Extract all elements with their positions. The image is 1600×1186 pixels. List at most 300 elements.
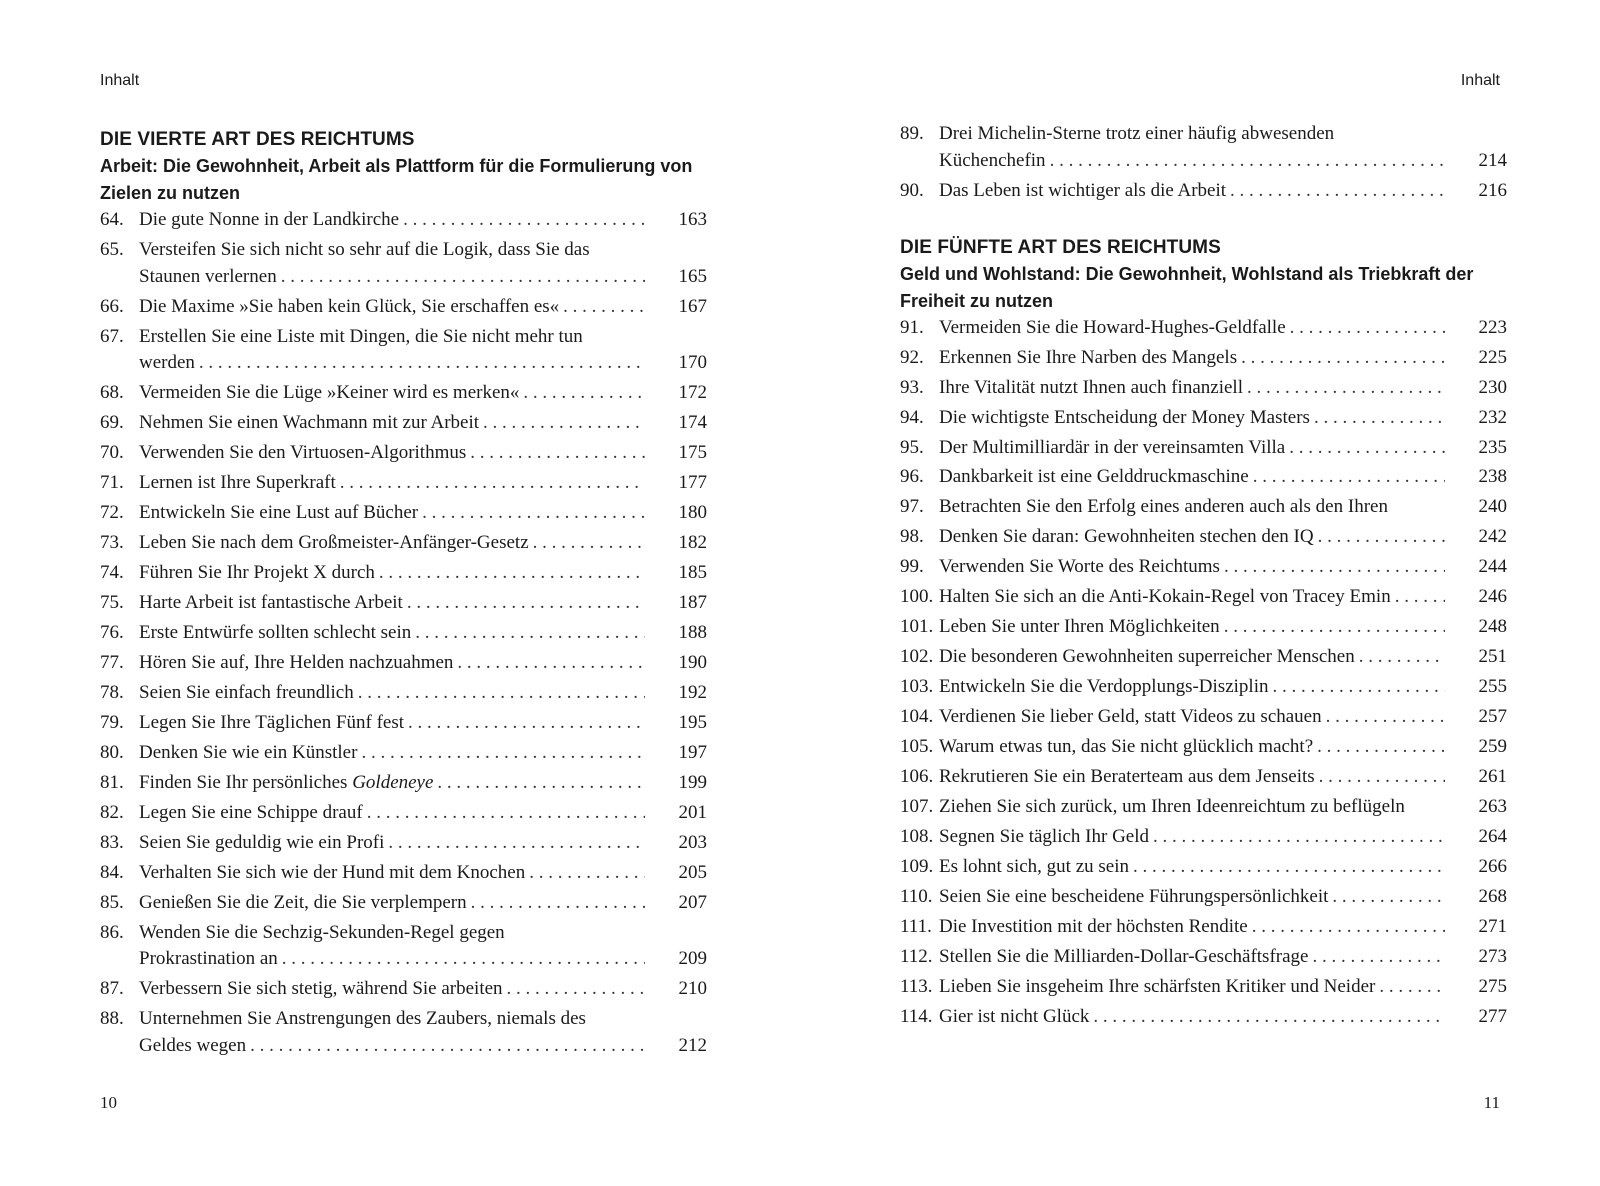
entry-number: 94. <box>900 406 924 428</box>
toc-entry <box>900 524 1507 554</box>
entry-number: 95. <box>900 436 924 458</box>
entry-number: 79. <box>100 711 124 733</box>
dot-leader <box>1328 884 1445 911</box>
toc-entry <box>100 830 707 860</box>
entry-text-part: Entwickeln Sie die Verdopplungs-Disziplin <box>939 676 1269 698</box>
entry-title <box>139 560 645 587</box>
entry-title <box>139 800 645 827</box>
entry-title-line <box>139 710 645 737</box>
entry-page-number: 257 <box>1478 706 1507 728</box>
dot-leader <box>529 530 645 557</box>
entry-number: 113. <box>900 976 933 998</box>
entry-number: 66. <box>100 295 124 317</box>
toc-entry <box>100 770 707 800</box>
dot-leader <box>1322 704 1445 731</box>
entry-title <box>939 554 1445 581</box>
entry-text <box>939 794 1405 821</box>
entry-title <box>939 464 1445 491</box>
entry-title-line <box>939 435 1445 462</box>
entry-text-part: Die besonderen Gewohnheiten superreicher Menschen <box>939 646 1355 668</box>
entry-title-line <box>139 1033 645 1060</box>
entry-number: 104. <box>900 706 934 728</box>
entry-number: 65. <box>100 238 124 260</box>
entry-text-part: Leben Sie unter Ihren Möglichkeiten <box>939 616 1220 638</box>
entry-title-line <box>139 976 645 1003</box>
entry-text <box>939 1004 1089 1031</box>
toc-entry <box>100 380 707 410</box>
dot-leader <box>1308 944 1445 971</box>
entry-text-part: Warum etwas tun, das Sie nicht glücklich macht? <box>939 736 1314 758</box>
entry-number: 80. <box>100 741 124 763</box>
entry-title-line <box>139 800 645 827</box>
entry-text-part: Der Multimilliardär in der vereinsamten Villa <box>939 436 1286 458</box>
dot-leader <box>1248 914 1445 941</box>
entry-text <box>939 704 1322 731</box>
entry-number: 111. <box>900 916 932 938</box>
entry-title <box>139 860 645 887</box>
entry-title <box>139 770 645 797</box>
entry-number: 76. <box>100 622 124 643</box>
entry-text-part: Leben Sie nach dem Großmeister-Anfänger-Gesetz <box>139 532 529 554</box>
entry-text-part: Führen Sie Ihr Projekt X durch <box>139 562 375 584</box>
entry-title <box>939 764 1445 791</box>
toc-list <box>900 121 1507 208</box>
entry-title <box>139 710 645 737</box>
entry-text-part: Verdienen Sie lieber Geld, statt Videos zu schauen <box>939 706 1322 728</box>
dot-leader <box>479 410 645 437</box>
entry-number: 99. <box>900 556 924 578</box>
toc-entry <box>100 590 707 620</box>
entry-title-line <box>139 500 645 527</box>
toc-entry <box>100 1006 707 1063</box>
entry-title-line <box>139 470 645 497</box>
entry-page-number: 214 <box>1478 149 1507 171</box>
entry-title <box>139 294 645 321</box>
dot-leader <box>246 1033 645 1060</box>
toc-entry <box>900 794 1507 824</box>
dot-leader <box>195 350 645 377</box>
entry-text <box>139 800 363 827</box>
entry-title <box>139 207 645 234</box>
entry-page-number: 175 <box>678 442 707 464</box>
entry-text <box>939 524 1314 551</box>
entry-page-number: 248 <box>1478 616 1507 638</box>
entry-text-part: Genießen Sie die Zeit, die Sie verplempern <box>139 891 467 913</box>
toc-entry <box>900 644 1507 674</box>
toc-entry <box>900 554 1507 584</box>
entry-text-part: Legen Sie Ihre Täglichen Fünf fest <box>139 711 405 733</box>
toc-entry <box>100 800 707 830</box>
running-head: Inhalt <box>100 72 140 89</box>
toc-entry <box>100 410 707 440</box>
entry-text <box>939 944 1308 971</box>
entry-text-part: Gier ist nicht Glück <box>939 1006 1090 1028</box>
toc-entry <box>100 440 707 470</box>
dot-leader <box>336 470 645 497</box>
toc-entry <box>900 704 1507 734</box>
dot-leader <box>278 946 645 973</box>
entry-number: 83. <box>100 831 124 853</box>
entry-title <box>939 734 1445 761</box>
entry-page-number: 232 <box>1478 406 1507 428</box>
entry-title <box>939 944 1445 971</box>
toc-list <box>100 207 707 1063</box>
toc-entry <box>100 560 707 590</box>
entry-title-line <box>139 890 645 917</box>
toc-entry <box>900 494 1507 524</box>
dot-leader <box>1268 674 1445 701</box>
toc-entry <box>100 324 707 381</box>
entry-text <box>139 1033 246 1060</box>
entry-title-line <box>939 764 1445 791</box>
entry-page-number: 273 <box>1478 946 1507 968</box>
entry-number: 103. <box>900 676 934 698</box>
entry-text <box>139 976 503 1003</box>
toc-list <box>900 315 1507 1035</box>
entry-title <box>139 680 645 707</box>
entry-number: 86. <box>100 921 124 943</box>
dot-leader <box>1286 315 1445 342</box>
entry-number: 70. <box>100 442 124 464</box>
entry-text <box>139 770 433 797</box>
entry-title-line: Erstellen Sie eine Liste mit Dingen, die Sie nicht mehr tun <box>139 325 583 347</box>
entry-page-number: 235 <box>1478 436 1507 458</box>
dot-leader <box>1314 524 1445 551</box>
entry-text-part: Betrachten Sie den Erfolg eines anderen auch als den Ihren <box>939 496 1388 518</box>
toc-entry <box>900 974 1507 1004</box>
entry-text-part: Legen Sie eine Schippe drauf <box>139 801 363 823</box>
section-title: DIE FÜNFTE ART DES REICHTUMS <box>900 236 1221 258</box>
entry-number: 98. <box>900 526 924 548</box>
entry-page-number: 216 <box>1478 179 1507 201</box>
entry-text-part: werden <box>139 352 195 374</box>
entry-page-number: 187 <box>678 592 707 614</box>
entry-page-number: 268 <box>1478 886 1507 908</box>
entry-title-line <box>139 560 645 587</box>
entry-title-line <box>139 530 645 557</box>
entry-page-number: 271 <box>1478 916 1507 938</box>
entry-title <box>139 650 645 677</box>
entry-title <box>939 375 1445 402</box>
entry-title <box>139 890 645 917</box>
entry-number: 107. <box>900 796 934 818</box>
entry-text-part: Entwickeln Sie eine Lust auf Bücher <box>139 502 419 524</box>
dot-leader <box>1220 614 1445 641</box>
entry-text-part: Stellen Sie die Milliarden-Dollar-Geschäftsfrage <box>939 946 1309 968</box>
entry-text <box>939 345 1237 372</box>
entry-title-line <box>939 554 1445 581</box>
entry-title-line: Unternehmen Sie Anstrengungen des Zaubers, niemals des <box>139 1008 586 1030</box>
entry-title <box>939 345 1445 372</box>
entry-title-line <box>939 734 1445 761</box>
entry-text <box>139 710 404 737</box>
toc-entry <box>900 375 1507 405</box>
entry-text <box>939 884 1328 911</box>
entry-page-number: 167 <box>678 295 707 317</box>
entry-title-line <box>139 410 645 437</box>
toc-entry <box>900 584 1507 614</box>
dot-leader <box>375 560 645 587</box>
toc-entry <box>900 121 1507 178</box>
entry-text-part: Die wichtigste Entscheidung der Money Masters <box>939 406 1310 428</box>
entry-text <box>939 644 1355 671</box>
dot-leader <box>418 500 645 527</box>
entry-title <box>939 494 1445 521</box>
entry-title <box>939 794 1445 821</box>
entry-number: 91. <box>900 316 924 338</box>
dot-leader <box>1243 375 1445 402</box>
entry-text-part: Rekrutieren Sie ein Beraterteam aus dem Jenseits <box>939 766 1315 788</box>
entry-title <box>939 121 1445 174</box>
entry-number: 93. <box>900 376 924 398</box>
entry-page-number: 177 <box>678 472 707 494</box>
entry-number: 72. <box>100 502 124 524</box>
entry-title-line <box>139 740 645 767</box>
toc-entry <box>900 614 1507 644</box>
entry-title-line <box>939 405 1445 432</box>
entry-text-part: Geldes wegen <box>139 1035 247 1056</box>
entry-text-italic: Goldeneye <box>352 771 434 793</box>
toc-entry <box>900 345 1507 375</box>
entry-text <box>139 740 357 767</box>
entry-title <box>139 740 645 767</box>
dot-leader <box>1315 764 1445 791</box>
entry-number: 69. <box>100 412 124 434</box>
entry-text <box>139 264 277 291</box>
entry-text-part: Prokrastination an <box>139 948 278 970</box>
entry-number: 92. <box>900 346 924 368</box>
entry-title-line <box>939 584 1445 611</box>
entry-page-number: 238 <box>1478 466 1507 488</box>
entry-title-line: Drei Michelin-Sterne trotz einer häufig abwesenden <box>939 123 1335 144</box>
dot-leader <box>453 650 645 677</box>
dot-leader <box>354 680 645 707</box>
entry-number: 77. <box>100 651 124 673</box>
dot-leader <box>1237 345 1445 372</box>
dot-leader <box>1046 148 1445 175</box>
entry-title <box>939 974 1445 1001</box>
entry-title <box>139 324 645 377</box>
entry-text-part: Die Maxime »Sie haben kein Glück, Sie erschaffen es« <box>139 295 560 317</box>
dot-leader <box>503 976 645 1003</box>
entry-text <box>939 824 1149 851</box>
toc-entry <box>100 500 707 530</box>
entry-title-line <box>139 380 645 407</box>
entry-title <box>139 410 645 437</box>
entry-page-number: 259 <box>1478 736 1507 758</box>
entry-number: 85. <box>100 891 124 913</box>
entry-text-part: Das Leben ist wichtiger als die Arbeit <box>939 179 1227 201</box>
entry-text <box>939 584 1391 611</box>
entry-number: 89. <box>900 123 924 144</box>
entry-number: 109. <box>900 856 934 878</box>
entry-page-number: 163 <box>678 209 707 230</box>
entry-text-part: Vermeiden Sie die Lüge »Keiner wird es merken« <box>139 382 520 404</box>
entry-title-line <box>139 264 645 291</box>
entry-text <box>139 294 559 321</box>
entry-text <box>139 946 278 973</box>
entry-text-part: Lieben Sie insgeheim Ihre schärfsten Kritiker und Neider <box>939 976 1376 998</box>
entry-number: 110. <box>900 886 933 908</box>
entry-text <box>139 560 375 587</box>
entry-number: 114. <box>900 1006 933 1028</box>
entry-text <box>939 375 1243 402</box>
dot-leader <box>357 740 645 767</box>
entry-title <box>939 824 1445 851</box>
entry-number: 67. <box>100 325 124 347</box>
dot-leader <box>467 890 645 917</box>
entry-number: 90. <box>900 179 924 201</box>
entry-number: 74. <box>100 562 124 584</box>
toc-entry <box>900 1004 1507 1034</box>
toc-entry <box>900 884 1507 914</box>
entry-text <box>939 435 1285 462</box>
entry-text-part: Verhalten Sie sich wie der Hund mit dem Knochen <box>139 861 526 883</box>
entry-page-number: 192 <box>678 681 707 703</box>
entry-number: 64. <box>100 209 124 230</box>
entry-title-line <box>939 884 1445 911</box>
entry-title-line <box>139 440 645 467</box>
entry-text-part: Verwenden Sie den Virtuosen-Algorithmus <box>139 442 467 464</box>
entry-page-number: 182 <box>678 532 707 554</box>
toc-entry <box>100 860 707 890</box>
entry-number: 75. <box>100 592 124 614</box>
entry-text <box>139 500 418 527</box>
entry-number: 88. <box>100 1008 124 1030</box>
entry-title <box>139 830 645 857</box>
toc-entry <box>100 620 707 650</box>
dot-leader <box>404 710 645 737</box>
entry-text-part: Vermeiden Sie die Howard-Hughes-Geldfalle <box>939 316 1286 338</box>
dot-leader <box>277 264 645 291</box>
entry-title-line <box>939 315 1445 342</box>
toc-entry <box>100 294 707 324</box>
dot-leader <box>1220 554 1445 581</box>
entry-text-part: Hören Sie auf, Ihre Helden nachzuahmen <box>139 651 454 673</box>
toc-entry <box>900 944 1507 974</box>
entry-page-number: 201 <box>678 801 707 823</box>
entry-title <box>139 470 645 497</box>
entry-text <box>139 830 384 857</box>
entry-title-line <box>939 944 1445 971</box>
entry-number: 81. <box>100 771 124 793</box>
entry-page-number: 190 <box>678 651 707 673</box>
entry-title-line <box>139 620 645 647</box>
entry-number: 105. <box>900 736 934 758</box>
entry-text-part: Nehmen Sie einen Wachmann mit zur Arbeit <box>139 412 480 434</box>
entry-text-part: Erkennen Sie Ihre Narben des Mangels <box>939 346 1238 368</box>
toc-entry <box>900 674 1507 704</box>
entry-title-line <box>139 860 645 887</box>
toc-entry <box>900 435 1507 465</box>
entry-text <box>939 464 1249 491</box>
entry-title <box>139 1006 645 1059</box>
entry-text <box>939 614 1220 641</box>
entry-title <box>139 620 645 647</box>
entry-title <box>939 704 1445 731</box>
entry-number: 102. <box>900 646 934 668</box>
toc-entry <box>900 854 1507 884</box>
entry-text <box>939 914 1248 941</box>
entry-number: 82. <box>100 801 124 823</box>
dot-leader <box>519 380 645 407</box>
entry-text-part: Staunen verlernen <box>139 265 277 287</box>
entry-text <box>939 315 1286 342</box>
entry-text <box>939 674 1268 701</box>
entry-number: 96. <box>900 466 924 488</box>
dot-leader <box>1375 974 1445 1001</box>
toc-entry <box>900 464 1507 494</box>
entry-title <box>139 440 645 467</box>
entry-text-part: Seien Sie eine bescheidene Führungspersönlichkeit <box>939 886 1329 908</box>
entry-page-number: 209 <box>678 948 707 970</box>
entry-page-number: 225 <box>1478 346 1507 368</box>
entry-text-part: Es lohnt sich, gut zu sein <box>939 856 1129 878</box>
entry-text <box>139 410 479 437</box>
entry-page-number: 223 <box>1478 316 1507 338</box>
entry-text-part: Ihre Vitalität nutzt Ihnen auch finanziell <box>939 376 1243 398</box>
dot-leader <box>1355 644 1445 671</box>
toc-entry <box>900 315 1507 345</box>
entry-title-line <box>939 464 1445 491</box>
entry-title <box>939 614 1445 641</box>
entry-page-number: 172 <box>678 382 707 404</box>
entry-text-part: Verwenden Sie Worte des Reichtums <box>939 556 1220 578</box>
dot-leader <box>411 620 645 647</box>
toc-entry <box>100 680 707 710</box>
toc-column-right <box>900 121 1507 1034</box>
section-subtitle: Geld und Wohlstand: Die Gewohnheit, Wohlstand als Triebkraft der Freiheit zu nutzen <box>900 263 1474 311</box>
dot-leader <box>399 207 645 234</box>
entry-text-part: Die Investition mit der höchsten Rendite <box>939 916 1248 938</box>
toc-entry <box>100 976 707 1006</box>
entry-page-number: 263 <box>1478 796 1507 818</box>
entry-number: 106. <box>900 766 934 788</box>
dot-leader <box>466 440 645 467</box>
entry-page-number: 277 <box>1478 1006 1507 1028</box>
entry-text-part: Seien Sie einfach freundlich <box>139 681 354 703</box>
entry-text <box>939 554 1220 581</box>
entry-number: 97. <box>900 496 924 518</box>
entry-title <box>939 914 1445 941</box>
toc-entry <box>100 890 707 920</box>
entry-page-number: 203 <box>678 831 707 853</box>
toc-entry <box>900 824 1507 854</box>
entry-title-line <box>939 1004 1445 1031</box>
dot-leader <box>559 294 645 321</box>
entry-title-line <box>139 650 645 677</box>
entry-title-line <box>939 674 1445 701</box>
entry-page-number: 266 <box>1478 856 1507 878</box>
entry-number: 68. <box>100 382 124 404</box>
entry-text-part: Erste Entwürfe sollten schlecht sein <box>139 622 412 643</box>
entry-title <box>939 524 1445 551</box>
toc-entry <box>100 207 707 237</box>
entry-page-number: 261 <box>1478 766 1507 788</box>
entry-text <box>139 650 453 677</box>
entry-title <box>939 644 1445 671</box>
entry-title <box>939 435 1445 462</box>
dot-leader <box>1285 435 1445 462</box>
entry-title <box>939 884 1445 911</box>
toc-entry <box>900 405 1507 435</box>
entry-text <box>939 405 1310 432</box>
entry-title-line <box>939 494 1445 521</box>
entry-text <box>139 380 519 407</box>
page-number: 11 <box>1483 1093 1500 1112</box>
entry-title-line <box>939 704 1445 731</box>
entry-title-line <box>939 974 1445 1001</box>
